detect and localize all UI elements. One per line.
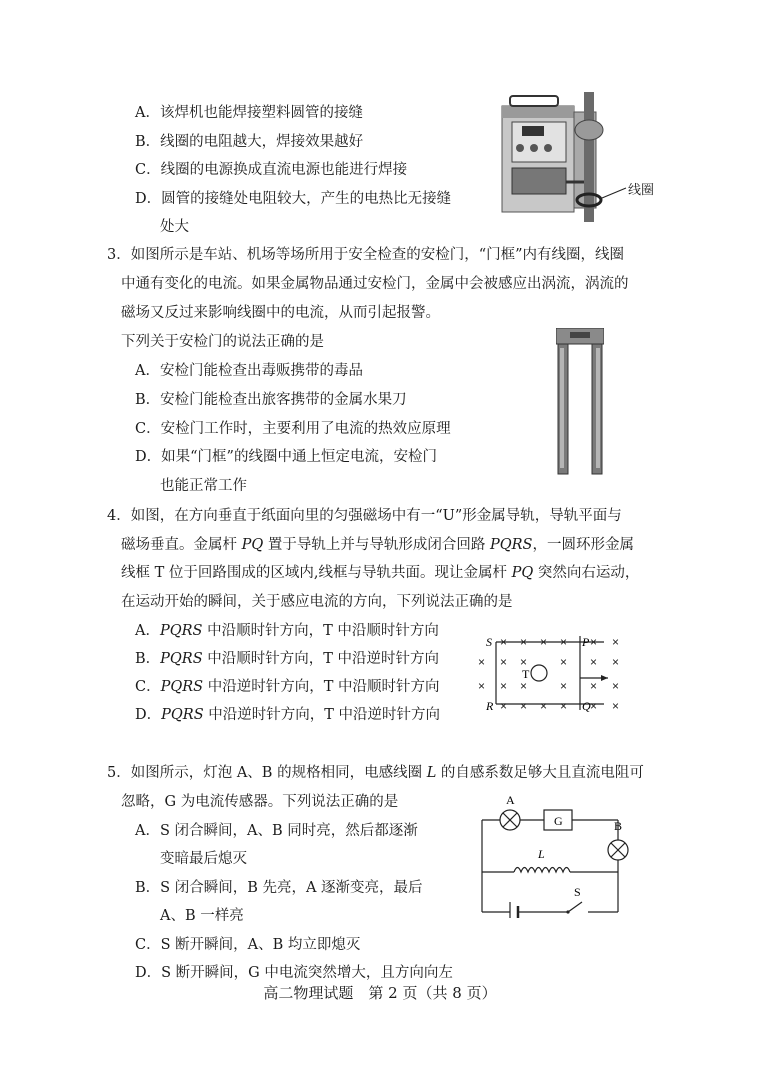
switch-contact	[566, 910, 569, 913]
q5-stem-line1: 5．如图所示，灯泡 A、B 的规格相同，电感线圈 L 的自感系数足够大且直流电阻可	[107, 765, 644, 781]
q4-option-c: C．PQRS 中沿逆时针方向，T 中沿顺时针方向	[135, 679, 440, 695]
field-cross: ×	[560, 635, 568, 649]
field-cross: ×	[590, 655, 598, 669]
field-cross: ×	[500, 655, 508, 669]
field-cross: ×	[500, 635, 508, 649]
q4-stem-line1: 4．如图，在方向垂直于纸面向里的匀强磁场中有一“U”形金属导轨，导轨平面与	[107, 508, 622, 524]
q4-option-a: A．PQRS 中沿顺时针方向，T 中沿顺时针方向	[135, 623, 439, 639]
label-r: R	[486, 699, 494, 713]
q2-option-d: D．圆管的接缝处电阻较大，产生的电热比无接缝	[135, 191, 452, 207]
label-p: P	[582, 635, 590, 649]
field-cross: ×	[540, 635, 548, 649]
field-cross: ×	[612, 635, 620, 649]
q2-option-c: C．线圈的电源换成直流电源也能进行焊接	[135, 162, 408, 178]
field-cross: ×	[612, 655, 620, 669]
field-cross: ×	[590, 699, 598, 713]
q2-option-b: B．线圈的电阻越大，焊接效果越好	[135, 134, 364, 150]
security-gate-photo	[556, 328, 604, 476]
q4-stem-line3: 线框 T 位于回路围成的区域内,线框与导轨共面。现让金属杆 PQ 突然向右运动，	[121, 565, 640, 581]
q3-option-c: C．安检门工作时，主要利用了电流的热效应原理	[135, 421, 451, 437]
q3-stem-line2: 中通有变化的电流。如果金属物品通过安检门，金属中会被感应出涡流，涡流的	[121, 276, 629, 292]
q5-option-b: B．S 闭合瞬间，B 先亮，A 逐渐变亮，最后	[135, 880, 423, 896]
ring-t	[531, 665, 547, 681]
q5-option-a-cont: 变暗最后熄灭	[160, 851, 247, 867]
q4-option-d: D．PQRS 中沿逆时针方向，T 中沿逆时针方向	[135, 707, 441, 723]
label-s: S	[574, 885, 581, 899]
field-cross: ×	[520, 679, 528, 693]
field-cross: ×	[520, 655, 528, 669]
field-cross: ×	[540, 699, 548, 713]
label-a: A	[506, 793, 515, 807]
field-cross: ×	[560, 699, 568, 713]
q5-option-b-cont: A、B 一样亮	[160, 908, 244, 924]
field-cross: ×	[478, 655, 486, 669]
battery	[510, 902, 518, 918]
magnetic-field-crosses	[478, 635, 619, 713]
field-cross: ×	[612, 699, 620, 713]
q4-option-b: B．PQRS 中沿顺时针方向，T 中沿逆时针方向	[135, 651, 440, 667]
label-b: B	[614, 819, 623, 833]
field-cross: ×	[560, 679, 568, 693]
q5-option-c: C．S 断开瞬间，A、B 均立即熄灭	[135, 937, 361, 953]
field-cross: ×	[520, 699, 528, 713]
bulb-b	[608, 840, 628, 860]
field-cross: ×	[560, 655, 568, 669]
coil-label: 线圈	[628, 183, 655, 198]
q5-stem-line2: 忽略，G 为电流传感器。下列说法正确的是	[121, 794, 399, 810]
q2-option-d-cont: 处大	[160, 219, 189, 235]
q5-circuit-figure	[478, 792, 642, 918]
label-l: L	[538, 847, 545, 861]
page-footer: 高二物理试题 第 2 页（共 8 页）	[263, 984, 497, 1002]
field-cross: ×	[500, 679, 508, 693]
q3-stem-line1: 3．如图所示是车站、机场等场所用于安全检查的安检门，“门框”内有线圈，线圈	[107, 247, 625, 263]
field-cross: ×	[500, 699, 508, 713]
label-t: T	[522, 667, 530, 681]
q3-option-b: B．安检门能检查出旅客携带的金属水果刀	[135, 392, 407, 408]
q4-stem-line2: 磁场垂直。金属杆 PQ 置于导轨上并与导轨形成闭合回路 PQRS，一圆环形金属	[121, 537, 634, 553]
inductor-l	[514, 868, 570, 873]
q2-option-a: A．该焊机也能焊接塑料圆管的接缝	[135, 105, 363, 121]
bulb-a	[500, 810, 520, 830]
q3-stem-line4: 下列关于安检门的说法正确的是	[121, 334, 324, 350]
q3-option-d-cont: 也能正常工作	[160, 478, 247, 494]
label-g: G	[554, 814, 563, 828]
q3-stem-line3: 磁场又反过来影响线圈中的电流，从而引起报警。	[121, 305, 440, 321]
q5-option-a: A．S 闭合瞬间，A、B 同时亮，然后都逐渐	[135, 823, 418, 839]
q3-option-d: D．如果“门框”的线圈中通上恒定电流，安检门	[135, 449, 437, 465]
q4-field-figure	[474, 630, 634, 716]
q4-stem-line4: 在运动开始的瞬间，关于感应电流的方向，下列说法正确的是	[121, 594, 513, 610]
field-cross: ×	[478, 679, 486, 693]
label-q: Q	[582, 699, 591, 713]
field-cross: ×	[590, 635, 598, 649]
arrow-head	[601, 675, 608, 681]
field-cross: ×	[520, 635, 528, 649]
label-s: S	[486, 635, 492, 649]
q3-option-a: A．安检门能检查出毒贩携带的毒品	[135, 363, 363, 379]
welder-photo	[498, 92, 688, 222]
field-cross: ×	[590, 679, 598, 693]
q5-option-d: D．S 断开瞬间，G 中电流突然增大，且方向向左	[135, 965, 453, 981]
field-cross: ×	[612, 679, 620, 693]
